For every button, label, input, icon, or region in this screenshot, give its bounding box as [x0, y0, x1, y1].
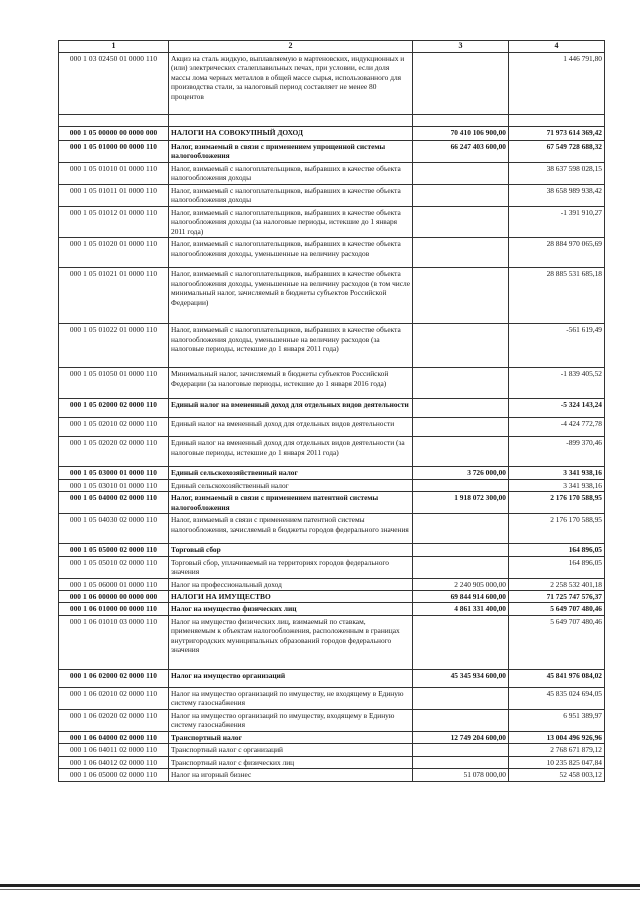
table-row — [59, 603, 605, 615]
row-actual-amount: 2 176 170 588,95 — [509, 514, 605, 544]
row-name: Налог, взимаемый в связи с применением упрощенной системы налогообложения — [169, 141, 413, 163]
row-code: 000 1 05 05010 02 0000 110 — [59, 556, 169, 578]
row-actual-amount: -1 391 910,27 — [509, 206, 605, 237]
row-plan-amount — [413, 479, 509, 491]
table-row — [59, 590, 605, 602]
row-plan-amount — [413, 744, 509, 756]
table-row — [59, 578, 605, 590]
table-row — [59, 127, 605, 141]
row-plan-amount: 70 410 106 900,00 — [413, 127, 509, 141]
row-plan-amount — [413, 544, 509, 556]
table-row — [59, 162, 605, 184]
revenue-table — [58, 40, 605, 782]
row-name: Торговый сбор, уплачиваемый на территориях городов федерального значения — [169, 556, 413, 578]
row-actual-amount: 5 649 707 480,46 — [509, 603, 605, 615]
table-row — [59, 324, 605, 368]
row-name: Единый налог на вмененный доход для отдельных видов деятельности — [169, 399, 413, 418]
row-code: 000 1 05 02000 02 0000 110 — [59, 399, 169, 418]
row-plan-amount — [413, 437, 509, 467]
row-actual-amount: 6 951 389,97 — [509, 709, 605, 731]
row-name: Налог, взимаемый в связи с применением патентной системы налогообложения — [169, 492, 413, 514]
row-plan-amount — [413, 399, 509, 418]
row-actual-amount: 38 658 989 938,42 — [509, 184, 605, 206]
row-code: 000 1 06 00000 00 0000 000 — [59, 590, 169, 602]
row-name: Налог на имущество организаций по имуществу, не входящему в Единую систему газоснабжения — [169, 687, 413, 709]
row-name: Единый сельскохозяйственный налог — [169, 479, 413, 491]
row-name: НАЛОГИ НА ИМУЩЕСТВО — [169, 590, 413, 602]
row-name: Налог, взимаемый с налогоплательщиков, выбравших в качестве объекта налогообложения доходы — [169, 184, 413, 206]
row-plan-amount — [413, 368, 509, 399]
row-code: 000 1 05 00000 00 0000 000 — [59, 127, 169, 141]
row-code: 000 1 05 01012 01 0000 110 — [59, 206, 169, 237]
row-name: Налог, взимаемый с налогоплательщиков, выбравших в качестве объекта налогообложения доходы (за налоговые периоды, истекшие до 1 января 2011 года) — [169, 206, 413, 237]
row-actual-amount: 2 768 671 879,12 — [509, 744, 605, 756]
row-name: Налог на имущество физических лиц, взимаемый по ставкам, применяемым к объектам налогообложения, расположенным в границах внутригородских муниципальных образований городов федерального значения — [169, 615, 413, 669]
row-name: Единый сельскохозяйственный налог — [169, 467, 413, 479]
table-header — [59, 41, 605, 53]
row-actual-amount: 2 258 532 401,18 — [509, 578, 605, 590]
table-row — [59, 479, 605, 491]
row-actual-amount: 38 637 598 028,15 — [509, 162, 605, 184]
row-name: Налог на имущество организаций по имуществу, входящему в Единую систему газоснабжения — [169, 709, 413, 731]
row-actual-amount: -5 324 143,24 — [509, 399, 605, 418]
row-name: Налог, взимаемый с налогоплательщиков, выбравших в качестве объекта налогообложения доходы, уменьшенные на величину расходов — [169, 238, 413, 268]
table-row — [59, 756, 605, 768]
table-row — [59, 238, 605, 268]
row-code: 000 1 05 03000 01 0000 110 — [59, 467, 169, 479]
table-row — [59, 556, 605, 578]
row-actual-amount: 13 004 496 926,96 — [509, 731, 605, 743]
row-code: 000 1 06 02010 02 0000 110 — [59, 687, 169, 709]
row-actual-amount: 5 649 707 480,46 — [509, 615, 605, 669]
row-actual-amount: -899 370,46 — [509, 437, 605, 467]
row-plan-amount: 69 844 914 600,00 — [413, 590, 509, 602]
row-actual-amount: 3 341 938,16 — [509, 467, 605, 479]
row-code: 000 1 05 02020 02 0000 110 — [59, 437, 169, 467]
row-code: 000 1 03 02450 01 0000 110 — [59, 53, 169, 115]
row-plan-amount: 51 078 000,00 — [413, 769, 509, 781]
row-plan-amount: 2 240 905 000,00 — [413, 578, 509, 590]
row-name: Налог на игорный бизнес — [169, 769, 413, 781]
table-row — [59, 437, 605, 467]
row-code: 000 1 05 01020 01 0000 110 — [59, 238, 169, 268]
row-name: НАЛОГИ НА СОВОКУПНЫЙ ДОХОД — [169, 127, 413, 141]
row-actual-amount: -561 619,49 — [509, 324, 605, 368]
row-plan-amount — [413, 324, 509, 368]
row-actual-amount: -4 424 772,78 — [509, 418, 605, 437]
table-row — [59, 115, 605, 127]
row-name: Налог, взимаемый с налогоплательщиков, выбравших в качестве объекта налогообложения доходы, уменьшенные на величину расходов (за налоговые периоды, истекшие до 1 января 2011 года) — [169, 324, 413, 368]
row-plan-amount — [413, 206, 509, 237]
row-actual-amount: 3 341 938,16 — [509, 479, 605, 491]
row-code: 000 1 06 02000 02 0000 110 — [59, 669, 169, 687]
row-actual-amount: -1 839 405,52 — [509, 368, 605, 399]
row-plan-amount: 3 726 000,00 — [413, 467, 509, 479]
row-actual-amount: 52 458 003,12 — [509, 769, 605, 781]
table-row — [59, 687, 605, 709]
row-code: 000 1 06 04012 02 0000 110 — [59, 756, 169, 768]
row-plan-amount — [413, 418, 509, 437]
table-row — [59, 206, 605, 237]
row-code: 000 1 06 02020 02 0000 110 — [59, 709, 169, 731]
row-plan-amount: 12 749 204 600,00 — [413, 731, 509, 743]
row-code: 000 1 05 01011 01 0000 110 — [59, 184, 169, 206]
scan-bottom-edge — [0, 884, 640, 887]
table-row — [59, 184, 605, 206]
row-actual-amount: 45 841 976 084,02 — [509, 669, 605, 687]
row-name: Акциз на сталь жидкую, выплавляемую в мартеновских, индукционных и (или) электрических сталеплавильных печах, при условии, если доля массы лома черных металлов в общей массе сырья, использованного для производства стали, за налоговый период составляет не менее 80 процентов — [169, 53, 413, 115]
row-actual-amount — [509, 115, 605, 127]
header-col-3: 3 — [413, 41, 509, 53]
row-code: 000 1 05 06000 01 0000 110 — [59, 578, 169, 590]
row-plan-amount: 1 918 072 300,00 — [413, 492, 509, 514]
row-plan-amount: 45 345 934 600,00 — [413, 669, 509, 687]
row-code: 000 1 06 01000 00 0000 110 — [59, 603, 169, 615]
table-row — [59, 514, 605, 544]
table-row — [59, 141, 605, 163]
row-code: 000 1 05 01022 01 0000 110 — [59, 324, 169, 368]
header-row — [59, 41, 605, 53]
row-actual-amount: 45 835 024 694,05 — [509, 687, 605, 709]
table-row — [59, 368, 605, 399]
row-actual-amount: 67 549 728 688,32 — [509, 141, 605, 163]
row-code: 000 1 05 01010 01 0000 110 — [59, 162, 169, 184]
row-name: Налог на имущество организаций — [169, 669, 413, 687]
row-code: 000 1 06 04011 02 0000 110 — [59, 744, 169, 756]
header-col-2: 2 — [169, 41, 413, 53]
table-row — [59, 709, 605, 731]
header-col-1: 1 — [59, 41, 169, 53]
row-name: Торговый сбор — [169, 544, 413, 556]
row-code: 000 1 05 04030 02 0000 110 — [59, 514, 169, 544]
row-plan-amount — [413, 162, 509, 184]
row-actual-amount: 28 885 531 685,18 — [509, 268, 605, 324]
row-code: 000 1 06 04000 02 0000 110 — [59, 731, 169, 743]
row-name: Налог, взимаемый с налогоплательщиков, выбравших в качестве объекта налогообложения доходы, уменьшенные на величину расходов (в том числе минимальный налог, зачисляемый в бюджеты субъектов Российской Федерации) — [169, 268, 413, 324]
row-code: 000 1 05 02010 02 0000 110 — [59, 418, 169, 437]
row-actual-amount: 164 896,05 — [509, 544, 605, 556]
row-code: 000 1 05 01021 01 0000 110 — [59, 268, 169, 324]
row-plan-amount — [413, 53, 509, 115]
row-code — [59, 115, 169, 127]
row-plan-amount — [413, 115, 509, 127]
row-plan-amount: 66 247 403 600,00 — [413, 141, 509, 163]
row-plan-amount — [413, 184, 509, 206]
row-name: Транспортный налог — [169, 731, 413, 743]
row-code: 000 1 05 05000 02 0000 110 — [59, 544, 169, 556]
row-code: 000 1 05 03010 01 0000 110 — [59, 479, 169, 491]
row-code: 000 1 05 01050 01 0000 110 — [59, 368, 169, 399]
row-name: Транспортный налог с организаций — [169, 744, 413, 756]
row-name: Налог на имущество физических лиц — [169, 603, 413, 615]
row-plan-amount — [413, 514, 509, 544]
row-actual-amount: 10 235 825 047,84 — [509, 756, 605, 768]
row-code: 000 1 06 01010 03 0000 110 — [59, 615, 169, 669]
row-plan-amount — [413, 238, 509, 268]
row-code: 000 1 05 01000 00 0000 110 — [59, 141, 169, 163]
row-code: 000 1 05 04000 02 0000 110 — [59, 492, 169, 514]
row-name: Единый налог на вмененный доход для отдельных видов деятельности (за налоговые периоды, истекшие до 1 января 2011 года) — [169, 437, 413, 467]
table-row — [59, 615, 605, 669]
row-actual-amount: 1 446 791,80 — [509, 53, 605, 115]
row-actual-amount: 71 973 614 369,42 — [509, 127, 605, 141]
table-row — [59, 544, 605, 556]
table-row — [59, 492, 605, 514]
row-plan-amount — [413, 556, 509, 578]
row-actual-amount: 28 884 970 065,69 — [509, 238, 605, 268]
table-row — [59, 418, 605, 437]
scan-bottom-edge-thin — [0, 889, 640, 890]
table-row — [59, 53, 605, 115]
table-row — [59, 467, 605, 479]
row-plan-amount — [413, 687, 509, 709]
table-row — [59, 669, 605, 687]
row-name: Налог на профессиональный доход — [169, 578, 413, 590]
row-actual-amount: 2 176 170 588,95 — [509, 492, 605, 514]
row-name: Минимальный налог, зачисляемый в бюджеты субъектов Российской Федерации (за налоговые периоды, истекшие до 1 января 2016 года) — [169, 368, 413, 399]
row-actual-amount: 164 896,05 — [509, 556, 605, 578]
row-plan-amount — [413, 756, 509, 768]
row-name: Транспортный налог с физических лиц — [169, 756, 413, 768]
table-row — [59, 744, 605, 756]
row-plan-amount — [413, 709, 509, 731]
header-col-4: 4 — [509, 41, 605, 53]
row-name: Налог, взимаемый с налогоплательщиков, выбравших в качестве объекта налогообложения доходы — [169, 162, 413, 184]
table-row — [59, 399, 605, 418]
table-row — [59, 731, 605, 743]
table-row — [59, 769, 605, 781]
row-plan-amount — [413, 615, 509, 669]
table-row — [59, 268, 605, 324]
table-body — [59, 53, 605, 782]
row-name — [169, 115, 413, 127]
row-plan-amount: 4 861 331 400,00 — [413, 603, 509, 615]
row-plan-amount — [413, 268, 509, 324]
row-actual-amount: 71 725 747 576,37 — [509, 590, 605, 602]
row-name: Налог, взимаемый в связи с применением патентной системы налогообложения, зачисляемый в бюджеты городов федерального значения — [169, 514, 413, 544]
row-name: Единый налог на вмененный доход для отдельных видов деятельности — [169, 418, 413, 437]
row-code: 000 1 06 05000 02 0000 110 — [59, 769, 169, 781]
